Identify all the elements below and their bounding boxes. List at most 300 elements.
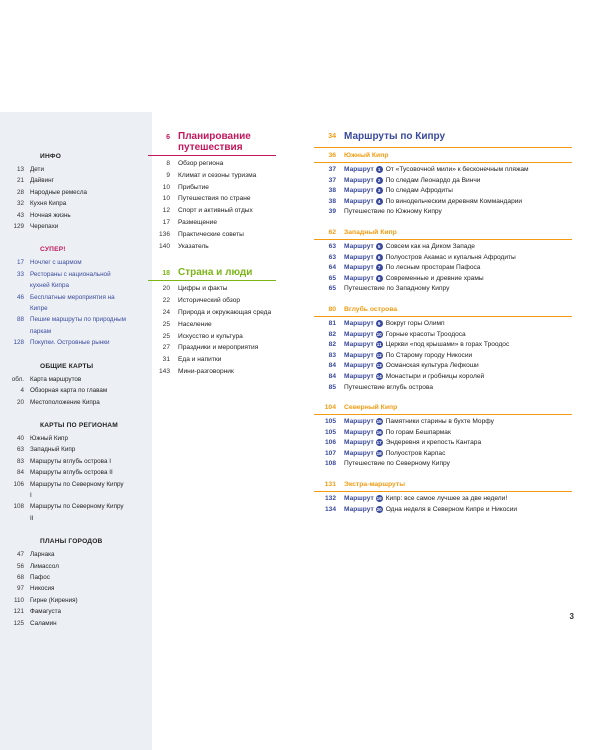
index-entry[interactable] [0,456,150,467]
chapter-title: Маршруты по Кипру [344,131,446,142]
toc-entry[interactable] [136,170,276,182]
page-ref: 108 [324,460,336,468]
entry-label: Ларнака [30,551,55,559]
page-ref: 128 [13,339,24,347]
index-entry[interactable] [0,175,150,186]
entry-label: Покупки. Островные рынки [30,339,110,347]
region-page: 131 [324,481,336,489]
route-label: Маршрут [344,319,374,327]
route-number-badge: 8 [376,275,383,282]
entry-label: Пафос [30,573,50,581]
chapter-planning [136,131,276,252]
entry-label: Обзор региона [178,160,224,167]
route-number-badge: 16 [376,429,382,435]
entry-label: Полуостров Акамас и купальня Афродиты [385,253,516,261]
entry-text [344,319,445,330]
entry-text [344,274,484,285]
index-entry[interactable] [0,198,150,209]
toc-routes-column [302,131,572,515]
page-ref: 22 [162,297,170,305]
route-entry[interactable] [302,438,572,449]
entry-label: Полуостров Карпас [385,449,446,457]
entry-label: Население [178,320,212,328]
entry-label: Ночная жизнь [30,211,71,219]
page-ref: 83 [328,351,336,359]
route-entry[interactable] [302,428,572,439]
route-entry[interactable] [302,372,572,383]
index-entry[interactable] [0,549,150,560]
route-label: Маршрут [344,197,374,205]
page-ref: 56 [16,562,24,570]
route-number-badge: 15 [376,419,382,425]
region-divider [314,316,572,317]
route-entry[interactable] [302,242,572,253]
chapter-title: Страна и люди [178,267,253,279]
entry-label: Эндеревня и крепость Кантара [385,439,482,447]
chapter-page: 18 [162,270,170,278]
entry-text [344,176,481,187]
entry-label: Западный Кипр [30,446,76,454]
entry-text [344,372,484,383]
chapter-heading[interactable] [302,131,572,142]
route-number-badge: 11 [376,342,382,348]
entry-label: По следам Леонардо да Винчи [385,176,481,184]
entry-label: Ночлег с шармом [30,259,82,267]
route-label: Маршрут [344,372,374,380]
chapter-divider [314,147,572,148]
page-ref: 143 [158,367,170,375]
index-entry[interactable] [0,337,150,348]
page-ref: 8 [166,160,170,167]
index-entry[interactable] [0,397,150,408]
route-entry[interactable] [302,165,572,176]
page-ref: 32 [16,200,24,208]
route-summary-entry[interactable] [302,383,572,394]
entry-text [344,438,481,449]
route-number-badge: 10 [376,331,382,337]
toc-entry[interactable] [136,158,276,170]
page-ref: 105 [324,428,336,436]
entry-label: От «Тусовочной мили» к бесконечным пляжам [385,166,529,173]
route-label: Маршрут [344,439,374,447]
entry-label: Черепахи [30,223,59,231]
entry-label: Народные ремесла [30,188,88,196]
entry-text [344,263,480,274]
chapter-divider [148,155,276,156]
entry-text [344,417,494,428]
toc-entry[interactable] [136,241,276,253]
toc-entry[interactable] [136,354,276,366]
page-ref: 107 [324,449,336,457]
index-entry[interactable] [0,572,150,583]
page-ref: 63 [328,253,336,261]
region-title: Западный Кипр [344,228,397,236]
entry-label: Прибытие [178,183,209,191]
page-ref: 31 [162,356,170,364]
route-entry[interactable] [302,417,572,428]
region-title: Вглубь острова [344,305,398,313]
page-ref: 37 [328,166,336,173]
page-ref: 13 [16,166,24,173]
page-ref: 83 [16,457,24,465]
entry-label: Мини-разговорник [178,367,234,375]
toc-entry[interactable] [136,366,276,378]
route-number-badge: 2 [376,177,383,184]
entry-text [344,207,442,218]
entry-label: Карта маршрутов [30,375,82,383]
entry-label: Климат и сезоны туризма [178,171,257,179]
route-label: Маршрут [344,176,374,184]
route-label: Маршрут [344,351,374,359]
route-entry[interactable] [302,319,572,330]
toc-entry[interactable] [136,182,276,194]
route-label: Маршрут [344,242,374,250]
region-title: Северный Кипр [344,404,398,412]
route-number-badge: 14 [376,373,382,379]
route-label: Маршрут [344,166,374,173]
route-entry[interactable] [302,263,572,274]
toc-entry[interactable] [136,342,276,354]
chapter-heading[interactable] [136,131,276,153]
page-ref: 20 [16,398,24,406]
entry-label: Цифры и факты [178,285,228,293]
page-ref: 106 [324,439,336,447]
route-label: Маршрут [344,428,374,436]
entry-label: Дайвинг [30,177,54,185]
page-ref: 40 [16,434,24,442]
chapter-divider [148,280,276,281]
page-ref: 65 [328,285,336,293]
page-ref: 25 [162,320,170,328]
section-title-super: СУПЕР! [40,246,66,254]
entry-label: Путешествия по стране [178,195,251,203]
index-entry[interactable] [0,187,150,198]
route-entry[interactable] [302,494,572,505]
entry-label: Маршруты вглубь острова II [30,469,113,477]
page-ref: 106 [13,480,24,488]
entry-text [344,330,466,341]
entry-label: Искусство и культура [178,332,243,340]
route-number-badge: 3 [376,187,383,194]
region-title: Экстра-маршруты [344,481,406,489]
entry-label: Рестораны с национальной кухней Кипра [30,270,111,290]
page-ref: 9 [166,171,170,179]
page-ref: 12 [162,207,170,215]
region-heading[interactable] [302,151,572,161]
page-ref: 64 [328,264,336,272]
route-entry[interactable] [302,330,572,341]
entry-label: Путешествие по Северному Кипру [344,460,450,468]
entry-text [344,253,516,264]
page-ref: 4 [20,387,24,395]
page-ref: 27 [162,344,170,352]
page-ref: 82 [328,341,336,349]
entry-label: Маршруты по Северному Кипру II [30,503,124,522]
index-entry[interactable] [0,501,150,524]
page-ref: 129 [13,223,24,231]
route-entry[interactable] [302,176,572,187]
entry-label: По следам Афродиты [385,187,453,195]
section-title-region-maps: КАРТЫ ПО РЕГИОНАМ [40,421,118,429]
page-ref: 39 [328,208,336,216]
index-entry[interactable] [0,221,150,232]
page-ref: 21 [16,177,24,185]
page-ref: 17 [16,259,24,267]
region-page: 104 [324,404,336,412]
route-label: Маршрут [344,418,374,426]
route-number-badge: 4 [376,198,383,205]
entry-label: Праздники и мероприятия [178,344,259,352]
page-number: 3 [569,612,574,621]
toc-entry[interactable] [136,307,276,319]
index-entry[interactable] [0,164,150,175]
index-entry[interactable] [0,618,150,629]
section-title-city-plans: ПЛАНЫ ГОРОДОВ [40,538,103,546]
region-divider [314,239,572,240]
entry-label: Гирне (Кирения) [30,596,78,604]
region-heading[interactable] [302,403,572,413]
section-title-info: ИНФО [40,153,62,160]
page-ref: 85 [328,383,336,391]
entry-label: Еда и напитки [178,356,222,364]
region-heading[interactable] [302,480,572,490]
entry-label: Современные и древние храмы [385,274,484,282]
route-label: Маршрут [344,253,374,261]
region-heading[interactable] [302,305,572,315]
index-entry[interactable] [0,444,150,455]
entry-label: Обзорная карта по главам [30,387,108,395]
entry-label: Путешествие вглубь острова [344,383,434,391]
route-number-badge: 12 [376,352,382,358]
entry-label: Кипр: все самое лучшее за две недели! [385,495,508,503]
route-number-badge: 17 [376,440,382,446]
entry-label: Южный Кипр [30,434,68,442]
route-entry[interactable] [302,340,572,351]
entry-label: Маршруты по Северному Кипру I [30,480,124,499]
entry-label: Природа и окружающая среда [178,308,272,316]
index-entry[interactable] [0,385,150,396]
index-entry[interactable] [0,595,150,606]
index-entry[interactable] [0,479,150,502]
index-entry[interactable] [0,374,150,385]
entry-text [344,428,451,439]
route-number-badge: 5 [376,243,383,250]
route-number-badge: 6 [376,254,383,261]
toc-entry[interactable] [136,229,276,241]
entry-label: Размещение [178,218,218,226]
page-ref: 140 [158,242,170,250]
entry-text [344,383,433,394]
page-ref: 84 [328,372,336,380]
chapter-page: 6 [166,134,170,141]
sidebar-index [0,152,150,629]
route-summary-entry[interactable] [302,459,572,470]
route-summary-entry[interactable] [302,207,572,218]
entry-text [344,340,509,351]
page-ref: 136 [158,230,170,238]
entry-text [344,242,475,253]
page-ref: 82 [328,330,336,338]
page-ref: 97 [16,585,24,593]
entry-label: Совсем как на Диком Западе [385,242,475,250]
chapter-page: 34 [328,133,336,140]
entry-label: Лимассол [30,562,59,570]
page-ref: 63 [16,446,24,454]
section-title-general-maps: ОБЩИЕ КАРТЫ [40,362,94,370]
entry-label: Памятники старины в бухте Морфу [385,418,494,426]
route-number-badge: 20 [376,506,382,512]
entry-label: Османская культура Лефкоши [385,362,479,370]
entry-label: Исторический обзор [178,297,241,305]
route-label: Маршрут [344,330,374,338]
page-ref: 10 [162,183,170,191]
toc-middle-column [136,131,276,378]
entry-text [344,197,522,208]
route-entry[interactable] [302,253,572,264]
page-ref: 121 [13,608,24,616]
entry-label: Вокруг горы Олимп [385,319,445,327]
toc-entry[interactable] [136,193,276,205]
region-page: 36 [328,152,336,159]
index-entry[interactable] [0,433,150,444]
entry-label: Никосия [30,585,55,593]
index-entry[interactable] [0,292,150,315]
index-entry[interactable] [0,210,150,221]
page-ref: 65 [328,274,336,282]
page-ref: 134 [324,505,336,513]
route-label: Маршрут [344,362,374,370]
entry-label: Одна неделя в Северном Кипре и Никосии [385,505,518,513]
entry-label: Практические советы [178,230,244,238]
page-ref: 84 [16,469,24,477]
route-entry[interactable] [302,361,572,372]
entry-label: Указатель [178,242,209,250]
route-label: Маршрут [344,449,374,457]
page-ref: 17 [162,218,170,226]
page-ref: 110 [13,596,24,604]
region-divider [314,414,572,415]
route-label: Маршрут [344,341,374,349]
region-divider [314,491,572,492]
entry-text [344,494,507,505]
route-number-badge: 7 [376,264,383,271]
region-heading[interactable] [302,228,572,238]
route-label: Маршрут [344,505,374,513]
page-ref: 38 [328,187,336,195]
page-ref: 28 [16,188,24,196]
route-summary-entry[interactable] [302,284,572,295]
index-entry[interactable] [0,467,150,478]
entry-label: Фамагуста [30,608,61,616]
page-ref: 20 [162,285,170,293]
entry-text [344,284,449,295]
region-page: 80 [328,305,336,313]
page-ref: 108 [13,503,24,511]
entry-text [344,351,472,362]
page-ref: 81 [328,319,336,327]
index-entry[interactable] [0,257,150,268]
entry-label: Саламин [30,619,57,627]
entry-text [344,361,479,372]
page-ref: 33 [16,270,24,278]
route-label: Маршрут [344,264,374,272]
page-ref: 46 [16,293,24,301]
entry-label: Пешие маршруты по природным паркам [30,316,126,335]
chapter-title: Планирование путешествия [178,131,251,153]
region-title: Южный Кипр [344,152,389,159]
route-entry[interactable] [302,351,572,362]
entry-label: По горам Бешпармак [385,428,451,436]
entry-label: Дети [30,166,44,173]
page-ref: обл. [11,375,24,383]
toc-entry[interactable] [136,295,276,307]
toc-entry[interactable] [136,319,276,331]
entry-text [344,505,517,516]
entry-text [344,449,445,460]
page-ref: 63 [328,242,336,250]
index-entry[interactable] [0,269,150,292]
entry-label: Кухня Кипра [30,200,67,208]
entry-label: Маршруты вглубь острова I [30,457,111,465]
route-number-badge: 18 [376,450,382,456]
chapter-country [136,267,276,377]
route-entry[interactable] [302,505,572,516]
toc-entry[interactable] [136,283,276,295]
index-entry[interactable] [0,561,150,572]
page-ref: 24 [162,308,170,316]
entry-label: Бесплатные мероприятия на Кипре [30,293,115,313]
route-number-badge: 19 [376,496,382,502]
route-label: Маршрут [344,187,374,195]
route-entry[interactable] [302,274,572,285]
region-page: 62 [328,228,336,236]
page-ref: 43 [16,211,24,219]
route-entry[interactable] [302,197,572,208]
route-number-badge: 9 [376,320,383,327]
toc-entry[interactable] [136,331,276,343]
page-ref: 10 [162,195,170,203]
entry-label: Путешествие по Западному Кипру [344,285,450,293]
route-number-badge: 13 [376,363,382,369]
entry-label: Церкви «под крышами» в горах Троодос [385,341,510,349]
index-entry[interactable] [0,583,150,594]
page-ref: 38 [328,197,336,205]
route-entry[interactable] [302,449,572,460]
entry-text [344,459,450,470]
entry-label: Монастыри и гробницы королей [385,372,485,380]
entry-label: Путешествие по Южному Кипру [344,208,442,216]
toc-entry[interactable] [136,217,276,229]
page-ref: 105 [324,418,336,426]
page-ref: 125 [13,619,24,627]
index-entry[interactable] [0,606,150,617]
entry-label: По лесным просторам Пафоса [385,264,481,272]
route-entry[interactable] [302,186,572,197]
entry-label: По Старому городу Никосии [385,351,473,359]
page-ref: 84 [328,362,336,370]
entry-text [344,186,453,197]
entry-label: Местоположение Кипра [30,398,100,406]
page-ref: 88 [16,316,24,324]
toc-entry[interactable] [136,205,276,217]
chapter-heading[interactable] [136,267,276,278]
entry-label: Горные красоты Троодоса [385,330,466,338]
page-ref: 25 [162,332,170,340]
page-ref: 47 [16,551,24,559]
route-label: Маршрут [344,495,374,503]
index-entry[interactable] [0,314,150,337]
page-ref: 68 [16,573,24,581]
